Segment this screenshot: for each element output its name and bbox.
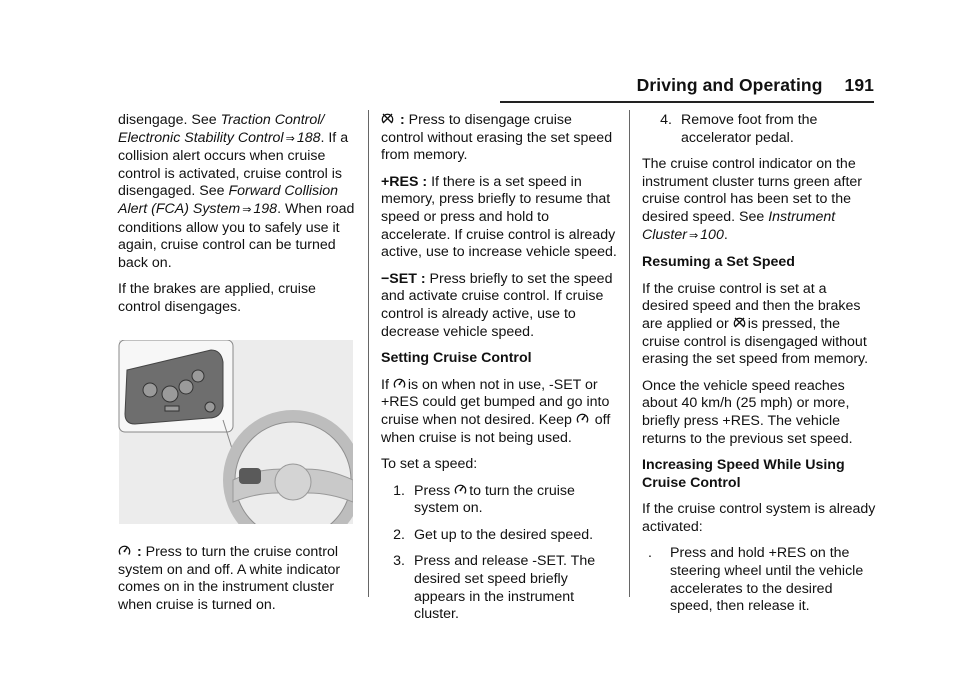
- page-ref-arrow-icon: ⇒: [242, 203, 252, 216]
- cruise-onoff-icon: [393, 377, 406, 390]
- paragraph-cruise-onoff: : Press to turn the cruise control system on and off. A white indicator comes on in the instrument cluster when cruise is turned on.: [118, 544, 341, 613]
- section-title: Driving and Operating: [636, 74, 823, 95]
- link-forward-collision-alert[interactable]: Forward Collision Alert (FCA) System: [118, 183, 339, 217]
- paragraph-already-activated: If the cruise control system is already activated:: [642, 501, 876, 535]
- paragraph-res: +RES : If there is a set speed in memory, press briefly to resume that speed or press and hold to accelerate. If cruise control is already active, use to increase vehicle speed.: [381, 173, 617, 261]
- heading-setting-cruise-control: Setting Cruise Control: [381, 350, 532, 367]
- list-item-step-3: 3. Press and release -SET. The desired set speed briefly appears in the instrument cluster.: [393, 553, 596, 623]
- paragraph-if-on: If is on when not in use, -SET or +RES could get bumped and go into cruise when not desired. Keep off when cruise is not being used.: [381, 376, 611, 446]
- paragraph-indicator-green: The cruise control indicator on the instrument cluster turns green after cruise control has been set to the desired speed. See Instrument Cluster ⇒ 100.: [642, 156, 863, 243]
- list-item-bullet: . Press and hold +RES on the steering wheel until the vehicle accelerates to the desired speed, then release it.: [648, 545, 864, 615]
- list-item-step-2: 2. Get up to the desired speed.: [393, 526, 594, 543]
- cruise-cancel-icon: [733, 316, 746, 329]
- running-header: [637, 70, 874, 100]
- page-number: 191: [844, 74, 874, 95]
- paragraph-vehicle-speed: Once the vehicle speed reaches about 40 km/h (25 mph) or more, briefly press +RES. The vehicle returns to the previous set speed.: [642, 377, 853, 447]
- header-rule: [500, 101, 874, 103]
- column-2: [381, 112, 617, 633]
- list-item-step-4: 4. Remove foot from the accelerator pedal.: [660, 112, 818, 146]
- page-ref-arrow-icon: ⇒: [285, 132, 295, 145]
- page-ref-198[interactable]: 198: [253, 200, 278, 217]
- link-traction-control[interactable]: Traction Control/ Electronic Stability Control: [118, 112, 325, 146]
- cruise-cancel-icon: [381, 112, 394, 125]
- list-item-step-1: 1. Press to turn the cruise system on.: [393, 482, 575, 517]
- paragraph-to-set: To set a speed:: [381, 456, 478, 473]
- steering-wheel-controls-figure: [113, 340, 353, 524]
- cruise-onoff-icon: [454, 483, 467, 496]
- cruise-onoff-icon: [576, 412, 589, 425]
- heading-resuming-set-speed: Resuming a Set Speed: [642, 254, 795, 271]
- page-ref-100[interactable]: 100: [700, 226, 724, 243]
- page-ref-188[interactable]: 188: [296, 129, 321, 146]
- column-3: [642, 112, 876, 624]
- page-ref-arrow-icon: ⇒: [688, 229, 699, 242]
- paragraph-cruise-cancel: : Press to disengage cruise control without erasing the set speed from memory.: [381, 112, 613, 164]
- paragraph-set: −SET : Press briefly to set the speed and activate cruise control. If cruise control is already active, use to decrease vehicle speed.: [381, 270, 613, 340]
- column-divider-left: [368, 110, 369, 597]
- paragraph-disengage: disengage. See Traction Control/ Electronic Stability Control ⇒ 188. If a collision alert occurs when cruise control is activated, cruise control is disengaged. See Forward Collision Alert (FCA) System ⇒ 198. When road conditions allow you to safely use it again, cruise control can be turned back on.: [118, 112, 355, 271]
- cruise-onoff-icon: [118, 544, 131, 557]
- paragraph-resume-brakes: If the cruise control is set at a desired speed and then the brakes are applied or is pressed, the cruise control is disengaged without erasing the set speed from memory.: [642, 280, 869, 368]
- heading-increasing-speed: Increasing Speed While Using Cruise Control: [642, 457, 845, 491]
- link-instrument-cluster[interactable]: Instrument Cluster: [642, 208, 836, 243]
- column-divider-right: [629, 110, 630, 597]
- column-1: [118, 112, 356, 624]
- paragraph-brakes: If the brakes are applied, cruise control disengages.: [118, 281, 316, 315]
